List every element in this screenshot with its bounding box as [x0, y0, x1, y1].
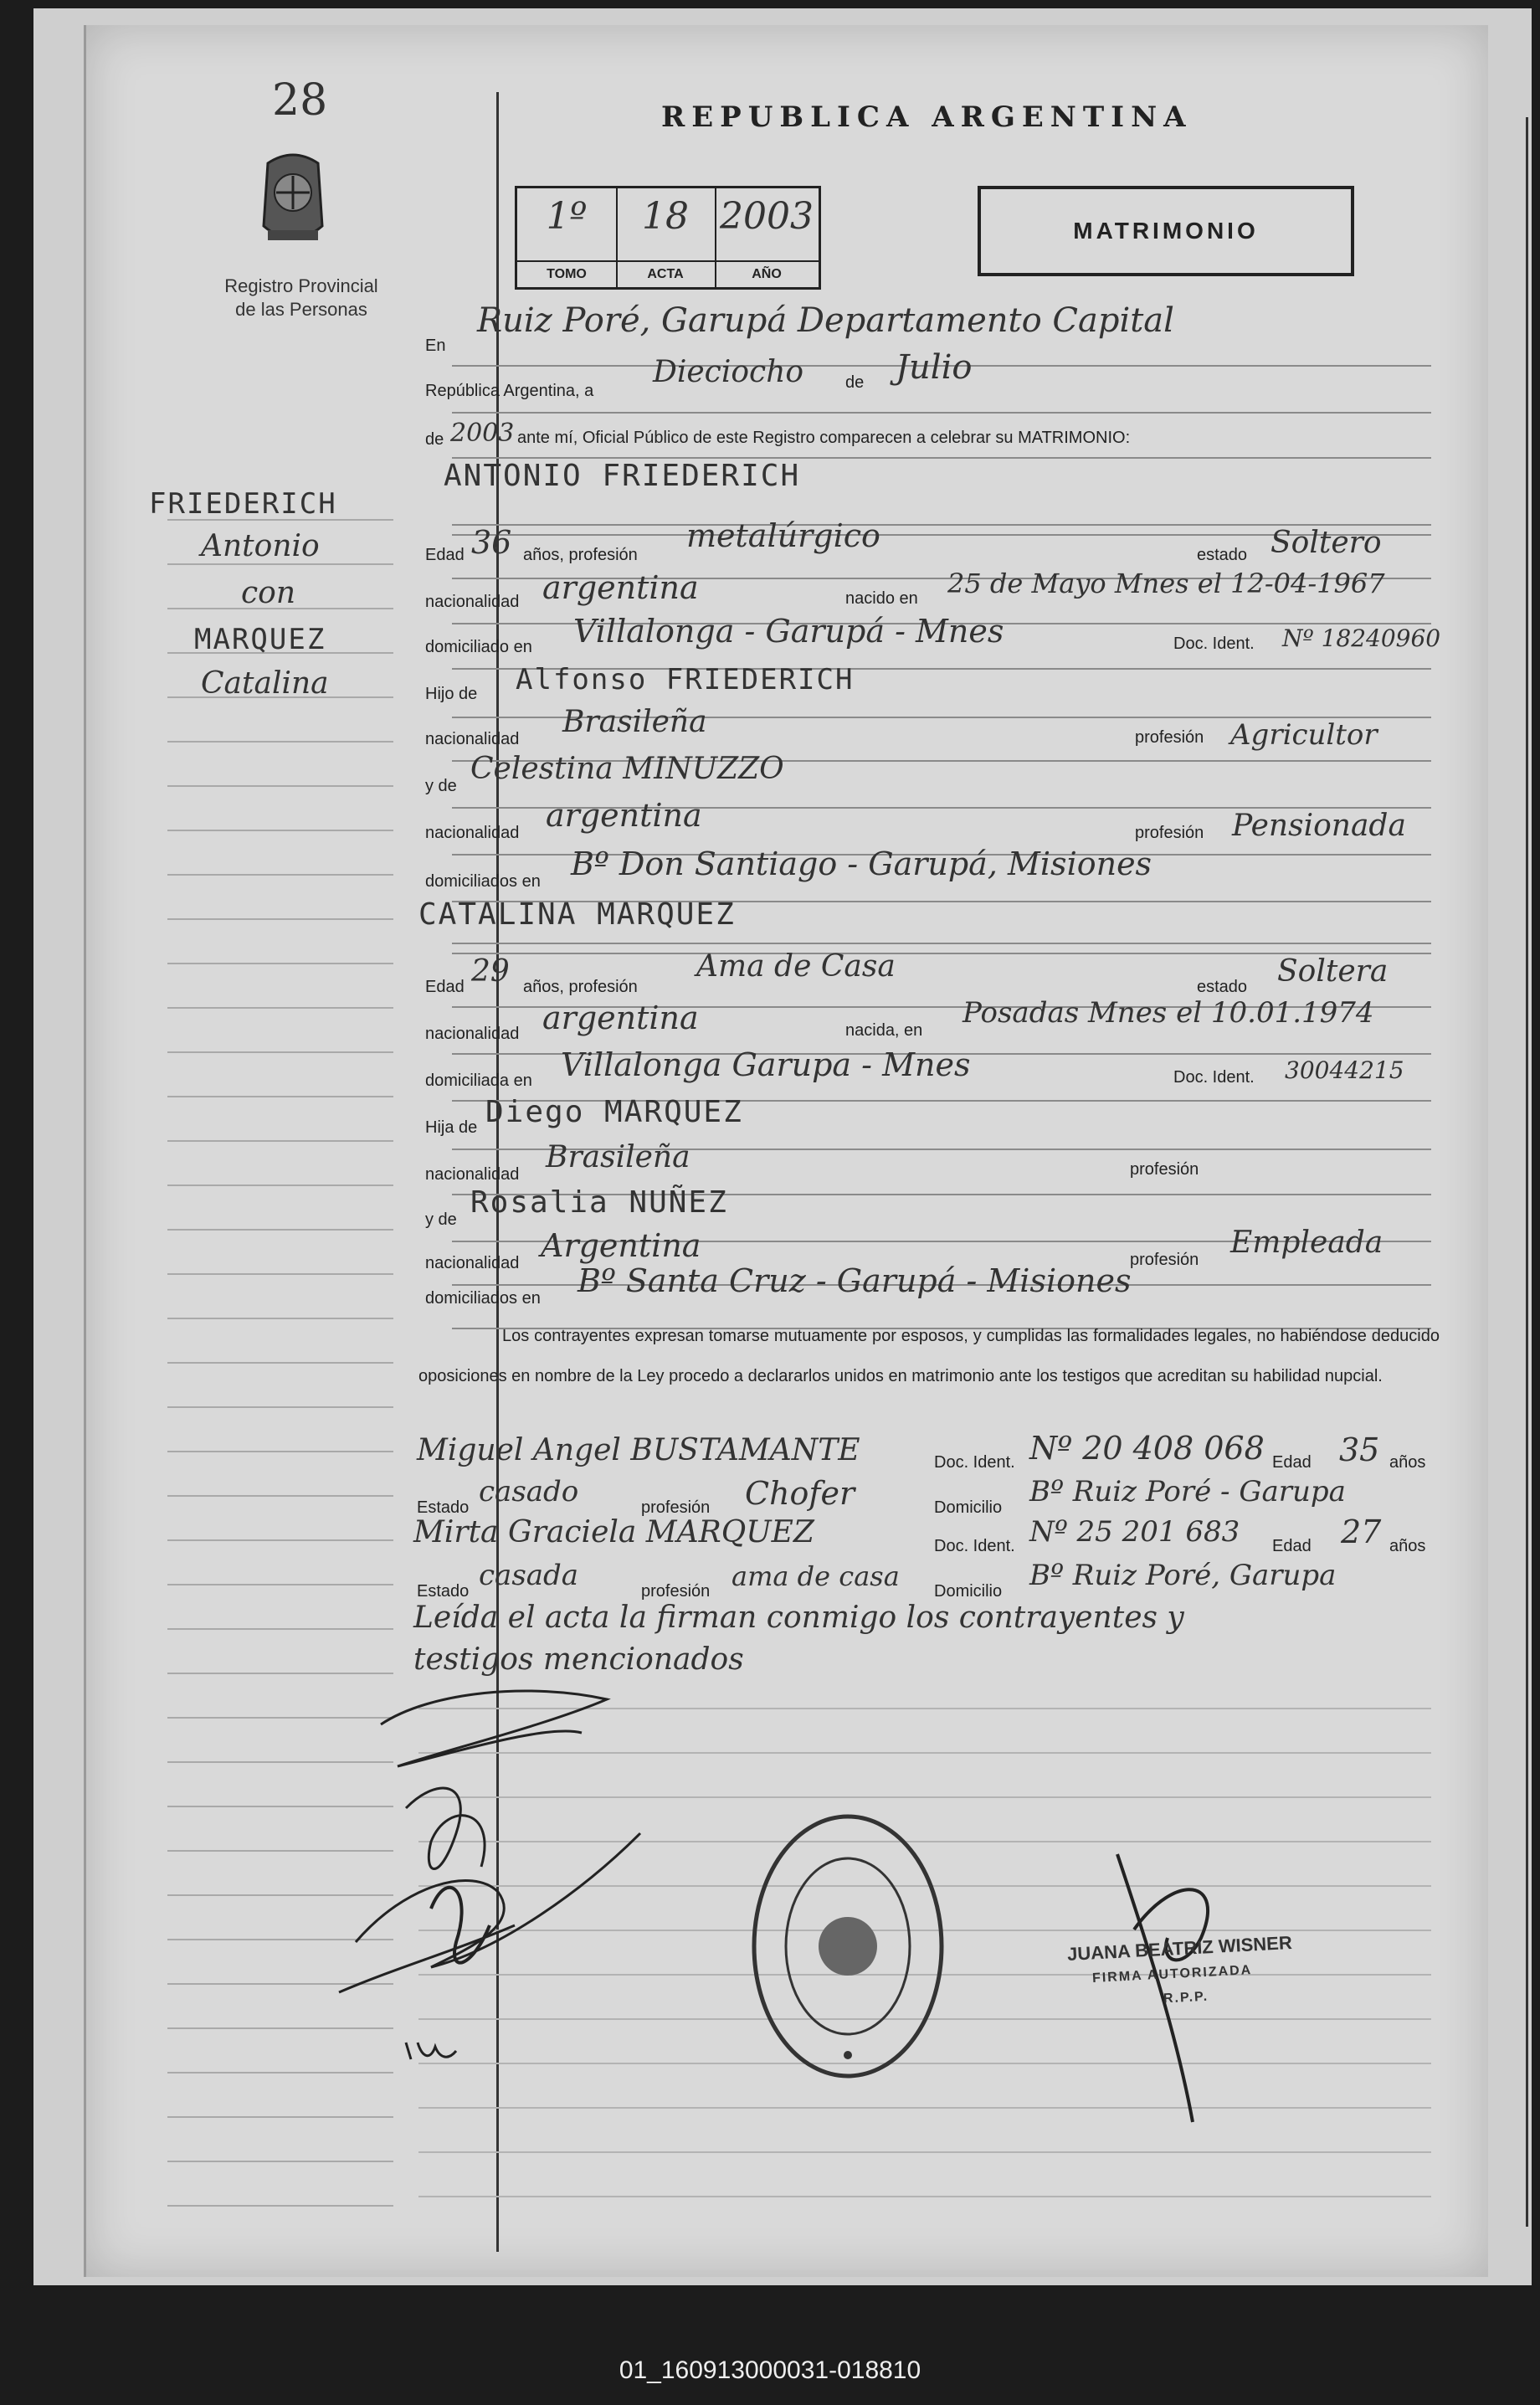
margin-note-given2: Catalina — [201, 666, 329, 701]
witness2-profession: ama de casa — [732, 1560, 900, 1592]
bride-father-nat-label: nacionalidad — [425, 1165, 520, 1184]
witness2-doc-label: Doc. Ident. — [934, 1537, 1015, 1555]
margin-ruled-line — [167, 1318, 393, 1319]
bride-parents-addr: Bº Santa Cruz - Garupá - Misiones — [578, 1262, 1132, 1299]
bride-mother: Rosalia NUÑEZ — [470, 1185, 728, 1220]
groom-mother-prof-label: profesión — [1135, 824, 1204, 842]
witness1-address: Bº Ruiz Poré - Garupa — [1029, 1475, 1346, 1508]
de-label: de — [845, 373, 865, 392]
official-signature-icon — [1109, 1846, 1260, 2130]
party-signatures-icon — [331, 1674, 665, 2076]
bride-nacida-label: nacida, en — [845, 1021, 923, 1040]
groom-edad-label: Edad — [425, 546, 465, 564]
witness1-profesion-label: profesión — [641, 1498, 711, 1517]
bride-age: 29 — [471, 954, 510, 989]
groom-mother: Celestina MINUZZO — [470, 752, 784, 786]
tomo-value: 1º — [546, 195, 588, 238]
margin-ruled-line — [167, 1140, 393, 1142]
groom-father-prof: Agricultor — [1230, 718, 1378, 752]
republica-label: República Argentina, a — [425, 382, 594, 400]
bride-father: Diego MARQUEZ — [485, 1095, 743, 1129]
lower-ruled-line — [418, 2107, 1431, 2109]
bride-nationality: argentina — [542, 1000, 699, 1036]
groom-profession: metalúrgico — [686, 517, 880, 554]
closing-line1: Leída el acta la firman conmigo los contrayentes y — [413, 1601, 1184, 1635]
bride-mother-label: y de — [425, 1210, 457, 1229]
acta-label: ACTA — [616, 260, 715, 287]
closing-line2: testigos mencionados — [413, 1642, 744, 1677]
bride-mother-prof-label: profesión — [1130, 1251, 1199, 1269]
witness2-address: Bº Ruiz Poré, Garupa — [1029, 1559, 1337, 1592]
groom-parents-addr-label: domiciliados en — [425, 872, 541, 891]
witness2-name: Mirta Graciela MARQUEZ — [413, 1515, 814, 1549]
groom-estado-label: estado — [1197, 546, 1248, 564]
right-rule — [1526, 117, 1528, 2227]
margin-ruled-line — [167, 1273, 393, 1275]
year-value: 2003 — [450, 419, 515, 448]
ano-value: 2003 — [720, 195, 814, 238]
groom-father-label: Hijo de — [425, 685, 478, 703]
bride-estado-label: estado — [1197, 978, 1248, 996]
groom-estado: Soltero — [1270, 526, 1382, 560]
bride-anos-profesion-label: años, profesión — [523, 978, 638, 996]
witness2-estado-label: Estado — [417, 1582, 470, 1601]
bride-address: Villalonga Garupa - Mnes — [561, 1046, 971, 1083]
groom-name: ANTONIO FRIEDERICH — [444, 459, 801, 493]
bride-father-label: Hija de — [425, 1118, 478, 1137]
margin-ruled-line — [167, 1406, 393, 1408]
intro-statement: ante mí, Oficial Público de este Registro comparecen a celebrar su MATRIMONIO: — [517, 429, 1131, 447]
witness1-domicilio-label: Domicilio — [934, 1498, 1003, 1517]
bride-profession: Ama de Casa — [696, 949, 896, 984]
en-label: En — [425, 337, 446, 355]
month-value: Julio — [896, 348, 973, 387]
country-title: REPUBLICA ARGENTINA — [661, 100, 1193, 134]
bride-father-prof-label: profesión — [1130, 1160, 1199, 1179]
groom-mother-prof: Pensionada — [1232, 809, 1406, 843]
witness2-profesion-label: profesión — [641, 1582, 711, 1601]
margin-ruled-line — [167, 1584, 393, 1585]
margin-ruled-line — [167, 1628, 393, 1630]
groom-anos-profesion-label: años, profesión — [523, 546, 638, 564]
groom-nacionalidad-label: nacionalidad — [425, 593, 520, 611]
lower-ruled-line — [418, 2151, 1431, 2153]
margin-ruled-line — [167, 563, 393, 565]
margin-note-con: con — [241, 576, 296, 610]
lower-ruled-line — [418, 2196, 1431, 2197]
witness1-estado: casado — [479, 1475, 579, 1508]
witness2-doc: Nº 25 201 683 — [1029, 1515, 1240, 1549]
witness2-estado: casada — [479, 1559, 579, 1592]
groom-doc: Nº 18240960 — [1282, 624, 1441, 652]
witness1-profession: Chofer — [745, 1475, 855, 1512]
delegation-round-stamp-icon — [747, 1808, 948, 2084]
margin-note-surname: FRIEDERICH — [149, 487, 337, 521]
bride-mother-prof: Empleada — [1230, 1226, 1383, 1260]
place-value: Ruiz Poré, Garupá Departamento Capital — [477, 301, 1174, 340]
ano-cell — [715, 188, 819, 287]
witness2-age: 27 — [1341, 1513, 1382, 1550]
groom-domiciliado-label: domiciliado en — [425, 638, 532, 656]
margin-ruled-line — [167, 963, 393, 964]
acta-value: 18 — [642, 195, 689, 238]
groom-nacido-label: nacido en — [845, 589, 918, 608]
groom-address: Villalonga - Garupá - Mnes — [573, 613, 1004, 650]
record-type-box: MATRIMONIO — [978, 186, 1354, 276]
official-office: R.P.P. — [1163, 1989, 1209, 2007]
margin-ruled-line — [167, 741, 393, 743]
record-id-box — [515, 186, 821, 290]
margin-ruled-line — [167, 1495, 393, 1497]
bride-birth: Posadas Mnes el 10.01.1974 — [963, 996, 1374, 1030]
bride-mother-nat: Argentina — [541, 1227, 701, 1264]
witness1-estado-label: Estado — [417, 1498, 470, 1517]
tomo-label: TOMO — [517, 260, 616, 287]
groom-father: Alfonso FRIEDERICH — [516, 663, 855, 696]
margin-ruled-line — [167, 2161, 393, 2162]
margin-ruled-line — [167, 1096, 393, 1097]
bride-parents-addr-label: domiciliados en — [425, 1289, 541, 1308]
declaration-text: Los contrayentes expresan tomarse mutuamente por esposos, y cumplidas las formalidades legales, no habiéndose deducido oposiciones en nombre de la Ley procedo a declararlos unidos en matrimonio ante los testigos que acreditan su habilidad nupcial. — [418, 1327, 1440, 1385]
margin-ruled-line — [167, 1539, 393, 1541]
margin-ruled-line — [167, 1229, 393, 1231]
registry-label: Registro Provincial de las Personas — [224, 275, 378, 320]
tomo-cell — [517, 188, 618, 287]
groom-age: 36 — [471, 524, 512, 561]
witness1-doc-label: Doc. Ident. — [934, 1453, 1015, 1472]
official-name: JUANA BEATRIZ WISNER — [1066, 1931, 1293, 1966]
body-ruled-line — [452, 943, 1431, 944]
margin-note-surname2: MARQUEZ — [194, 623, 326, 656]
margin-note-given: Antonio — [201, 529, 320, 563]
groom-mother-nat-label: nacionalidad — [425, 824, 520, 842]
groom-nationality: argentina — [542, 569, 699, 606]
bride-domiciliada-label: domiciliada en — [425, 1071, 532, 1090]
bride-doc: 30044215 — [1285, 1056, 1404, 1084]
bride-father-nat: Brasileña — [546, 1140, 690, 1174]
groom-mother-nat: argentina — [546, 797, 702, 834]
bride-edad-label: Edad — [425, 978, 465, 996]
bride-estado: Soltera — [1277, 954, 1389, 989]
groom-father-prof-label: profesión — [1135, 728, 1204, 747]
witness2-domicilio-label: Domicilio — [934, 1582, 1003, 1601]
groom-birth: 25 de Mayo Mnes el 12-04-1967 — [947, 568, 1385, 599]
page-number: 28 — [272, 75, 328, 126]
witness1-edad-label: Edad — [1272, 1453, 1312, 1472]
groom-father-nat: Brasileña — [562, 705, 707, 739]
witness1-age: 35 — [1339, 1431, 1380, 1468]
day-value: Dieciocho — [653, 355, 804, 389]
official-role: FIRMA AUTORIZADA — [1091, 1963, 1253, 1986]
margin-ruled-line — [167, 830, 393, 831]
witness2-edad-label: Edad — [1272, 1537, 1312, 1555]
margin-ruled-line — [167, 1185, 393, 1186]
body-ruled-line — [452, 412, 1431, 414]
margin-ruled-line — [167, 1362, 393, 1364]
margin-ruled-line — [167, 918, 393, 920]
bride-nacionalidad-label: nacionalidad — [425, 1025, 520, 1043]
groom-doc-label: Doc. Ident. — [1173, 635, 1255, 653]
bride-mother-nat-label: nacionalidad — [425, 1254, 520, 1272]
margin-ruled-line — [167, 785, 393, 787]
margin-ruled-line — [167, 2205, 393, 2207]
bride-doc-label: Doc. Ident. — [1173, 1068, 1255, 1087]
margin-ruled-line — [167, 1451, 393, 1452]
margin-ruled-line — [167, 1007, 393, 1009]
witness1-name: Miguel Angel BUSTAMANTE — [417, 1433, 860, 1467]
margin-ruled-line — [167, 874, 393, 876]
de2-label: de — [425, 430, 444, 449]
image-id-caption: 01_160913000031-018810 — [619, 2356, 921, 2384]
provincial-coat-of-arms-icon — [251, 146, 335, 255]
acta-cell — [616, 188, 716, 287]
groom-mother-label: y de — [425, 777, 457, 795]
margin-ruled-line — [167, 1051, 393, 1053]
witness2-anos-label: años — [1389, 1537, 1426, 1555]
witness1-doc: Nº 20 408 068 — [1029, 1430, 1265, 1467]
witness1-anos-label: años — [1389, 1453, 1426, 1472]
margin-ruled-line — [167, 2116, 393, 2118]
ano-label: AÑO — [715, 260, 819, 287]
groom-parents-addr: Bº Don Santiago - Garupá, Misiones — [571, 845, 1152, 882]
groom-father-nat-label: nacionalidad — [425, 730, 520, 748]
bride-name: CATALINA MARQUEZ — [418, 897, 736, 932]
